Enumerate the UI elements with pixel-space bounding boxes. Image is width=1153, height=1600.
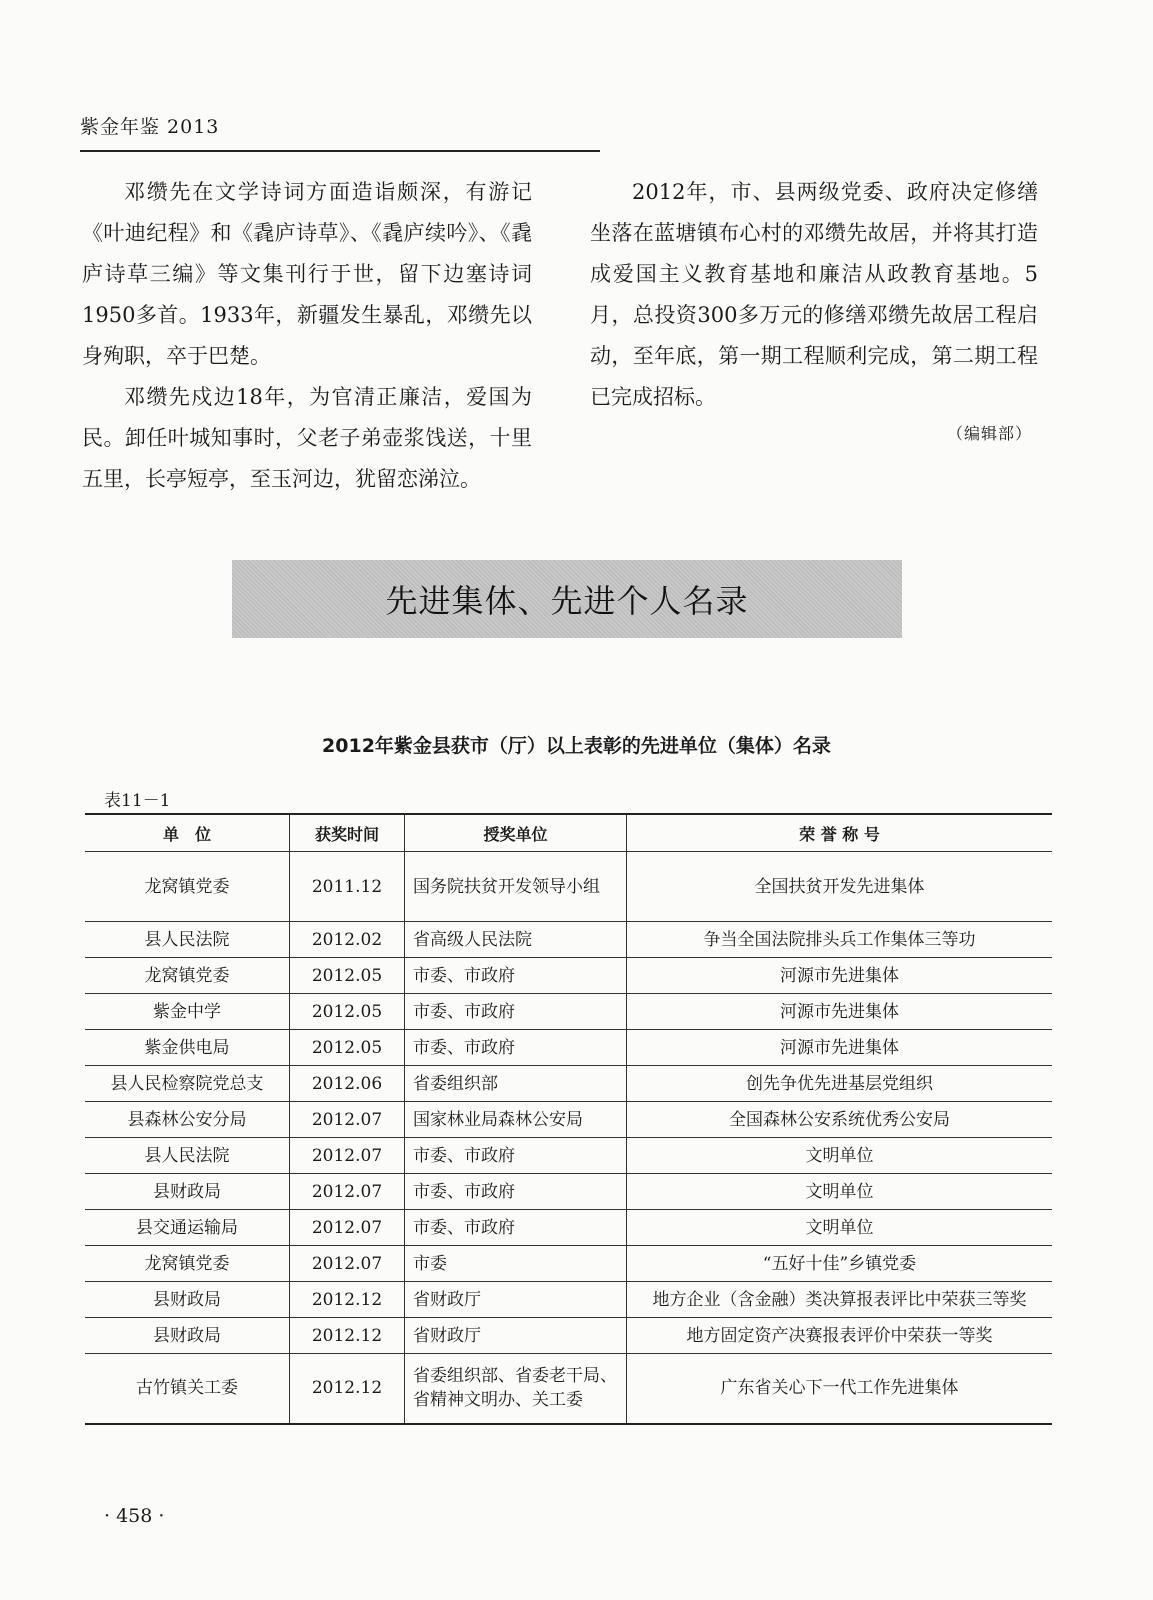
column-header-date: 获奖时间 xyxy=(290,814,405,852)
running-head: 紫金年鉴 2013 xyxy=(80,116,220,138)
cell-honor: 全国扶贫开发先进集体 xyxy=(627,852,1053,922)
table-row xyxy=(85,1246,1052,1282)
table-row xyxy=(85,1102,1052,1138)
cell-unit: 紫金中学 xyxy=(85,994,290,1030)
cell-awarding-body: 市委、市政府 xyxy=(405,1138,627,1174)
cell-awarding-body: 市委、市政府 xyxy=(405,1174,627,1210)
cell-awarding-body: 省委组织部 xyxy=(405,1066,627,1102)
cell-awarding-body: 市委、市政府 xyxy=(405,1030,627,1066)
cell-unit: 龙窝镇党委 xyxy=(85,852,290,922)
column-header-honor: 荣 誉 称 号 xyxy=(627,814,1053,852)
cell-date: 2011.12 xyxy=(290,852,405,922)
cell-honor: 地方固定资产决赛报表评价中荣获一等奖 xyxy=(627,1318,1053,1354)
column-header-awarding-body: 授奖单位 xyxy=(405,814,627,852)
cell-date: 2012.05 xyxy=(290,994,405,1030)
table-header-row xyxy=(85,814,1052,852)
cell-date: 2012.07 xyxy=(290,1246,405,1282)
cell-honor: 争当全国法院排头兵工作集体三等功 xyxy=(627,922,1053,958)
cell-date: 2012.05 xyxy=(290,958,405,994)
article-signoff: （编辑部） xyxy=(946,424,1032,443)
cell-awarding-body: 市委、市政府 xyxy=(405,1210,627,1246)
cell-honor: 创先争优先进基层党组织 xyxy=(627,1066,1053,1102)
awards-table xyxy=(85,813,1052,1425)
cell-honor: 文明单位 xyxy=(627,1138,1053,1174)
cell-awarding-body: 省财政厅 xyxy=(405,1282,627,1318)
cell-unit: 县财政局 xyxy=(85,1174,290,1210)
table-row xyxy=(85,1066,1052,1102)
table-row xyxy=(85,852,1052,922)
cell-unit: 县人民检察院党总支 xyxy=(85,1066,290,1102)
cell-awarding-body: 市委、市政府 xyxy=(405,994,627,1030)
cell-awarding-body: 市委、市政府 xyxy=(405,958,627,994)
cell-honor: 河源市先进集体 xyxy=(627,1030,1053,1066)
cell-awarding-body: 省高级人民法院 xyxy=(405,922,627,958)
cell-awarding-body: 国家林业局森林公安局 xyxy=(405,1102,627,1138)
header-rule xyxy=(80,150,600,152)
article-left-column xyxy=(82,172,532,500)
article-right-column xyxy=(590,172,1038,446)
table-row xyxy=(85,1138,1052,1174)
cell-honor: 广东省关心下一代工作先进集体 xyxy=(627,1354,1053,1424)
table-row xyxy=(85,1030,1052,1066)
cell-unit: 古竹镇关工委 xyxy=(85,1354,290,1424)
table-body xyxy=(85,852,1052,1424)
cell-date: 2012.05 xyxy=(290,1030,405,1066)
table-title: 2012年紫金县获市（厅）以上表彰的先进单位（集体）名录 xyxy=(322,735,831,757)
article-paragraph: 邓缵先在文学诗词方面造诣颇深，有游记《叶迪纪程》和《毳庐诗草》、《毳庐续吟》、《毳庐诗草三编》等文集刊行于世，留下边塞诗词1950多首。1933年，新疆发生暴乱，邓缵先以身殉职，卒于巴楚。 xyxy=(82,180,532,368)
cell-date: 2012.07 xyxy=(290,1174,405,1210)
cell-date: 2012.07 xyxy=(290,1138,405,1174)
cell-unit: 龙窝镇党委 xyxy=(85,1246,290,1282)
cell-unit: 县交通运输局 xyxy=(85,1210,290,1246)
cell-date: 2012.12 xyxy=(290,1354,405,1424)
column-header-unit: 单 位 xyxy=(85,814,290,852)
cell-awarding-body: 省财政厅 xyxy=(405,1318,627,1354)
cell-unit: 县财政局 xyxy=(85,1282,290,1318)
cell-date: 2012.12 xyxy=(290,1282,405,1318)
page-number: · 458 · xyxy=(104,1505,165,1527)
cell-date: 2012.07 xyxy=(290,1102,405,1138)
cell-honor: “五好十佳”乡镇党委 xyxy=(627,1246,1053,1282)
table-row xyxy=(85,994,1052,1030)
cell-unit: 县人民法院 xyxy=(85,922,290,958)
cell-awarding-body: 国务院扶贫开发领导小组 xyxy=(405,852,627,922)
table-label: 表11－1 xyxy=(104,791,171,811)
table-row xyxy=(85,1354,1052,1424)
cell-honor: 河源市先进集体 xyxy=(627,958,1053,994)
table-row xyxy=(85,922,1052,958)
article-paragraph: 2012年，市、县两级党委、政府决定修缮坐落在蓝塘镇布心村的邓缵先故居，并将其打造成爱国主义教育基地和廉洁从政教育基地。5月，总投资300多万元的修缮邓缵先故居工程启动，至年底，第一期工程顺利完成，第二期工程已完成招标。 xyxy=(590,180,1038,409)
cell-date: 2012.02 xyxy=(290,922,405,958)
cell-date: 2012.07 xyxy=(290,1210,405,1246)
article-paragraph: 邓缵先戍边18年，为官清正廉洁，爱国为民。卸任叶城知事时，父老子弟壶浆饯送，十里五里，长亭短亭，至玉河边，犹留恋涕泣。 xyxy=(82,385,532,491)
table-row xyxy=(85,1210,1052,1246)
cell-date: 2012.06 xyxy=(290,1066,405,1102)
table-row xyxy=(85,1318,1052,1354)
cell-honor: 文明单位 xyxy=(627,1174,1053,1210)
section-banner xyxy=(232,560,902,638)
cell-awarding-body: 省委组织部、省委老干局、省精神文明办、关工委 xyxy=(405,1354,627,1424)
cell-honor: 文明单位 xyxy=(627,1210,1053,1246)
cell-unit: 龙窝镇党委 xyxy=(85,958,290,994)
cell-unit: 紫金供电局 xyxy=(85,1030,290,1066)
table-row xyxy=(85,1174,1052,1210)
cell-unit: 县财政局 xyxy=(85,1318,290,1354)
cell-honor: 地方企业（含金融）类决算报表评比中荣获三等奖 xyxy=(627,1282,1053,1318)
cell-unit: 县森林公安分局 xyxy=(85,1102,290,1138)
cell-awarding-body: 市委 xyxy=(405,1246,627,1282)
table-row xyxy=(85,1282,1052,1318)
cell-unit: 县人民法院 xyxy=(85,1138,290,1174)
section-banner-title: 先进集体、先进个人名录 xyxy=(385,582,749,620)
cell-honor: 河源市先进集体 xyxy=(627,994,1053,1030)
cell-honor: 全国森林公安系统优秀公安局 xyxy=(627,1102,1053,1138)
table-row xyxy=(85,958,1052,994)
cell-date: 2012.12 xyxy=(290,1318,405,1354)
